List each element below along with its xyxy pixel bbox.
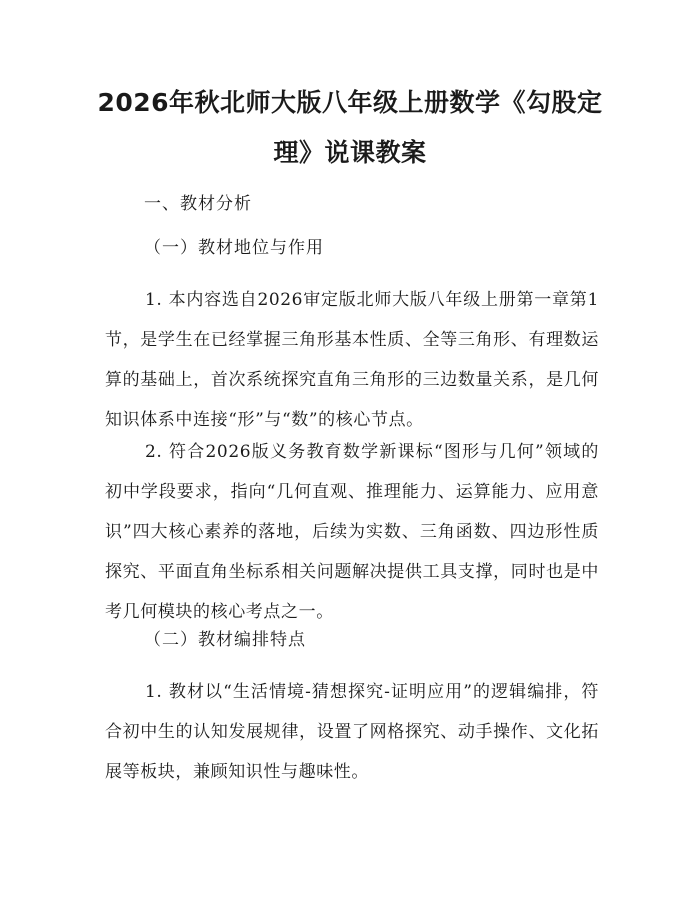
document-title: 2026年秋北师大版八年级上册数学《勾股定理》说课教案	[97, 88, 603, 167]
paragraph-1: 1. 本内容选自2026审定版北师大版八年级上册第一章第1节，是学生在已经掌握三角形基本性质、全等三角形、有理数运算的基础上，首次系统探究直角三角形的三边数量关系，是几何知识体系中连接“形”与“数”的核心节点。	[105, 290, 599, 430]
paragraph-2: 2. 符合2026版义务教育数学新课标“图形与几何”领域的初中学段要求，指向“几何直观、推理能力、运算能力、应用意识”四大核心素养的落地，后续为实数、三角函数、四边形性质探究、平面直角坐标系相关问题解决提供工具支撑，同时也是中考几何模块的核心考点之一。	[105, 442, 599, 622]
section-heading-textbook-analysis: 一、教材分析	[144, 194, 252, 214]
paragraph-3: 1. 教材以“生活情境-猜想探究-证明应用”的逻辑编排，符合初中生的认知发展规律，设置了网格探究、动手操作、文化拓展等板块，兼顾知识性与趣味性。	[105, 682, 599, 782]
subsection-heading-arrangement: （二）教材编排特点	[144, 630, 306, 650]
subsection-heading-position-role: （一）教材地位与作用	[144, 238, 324, 258]
